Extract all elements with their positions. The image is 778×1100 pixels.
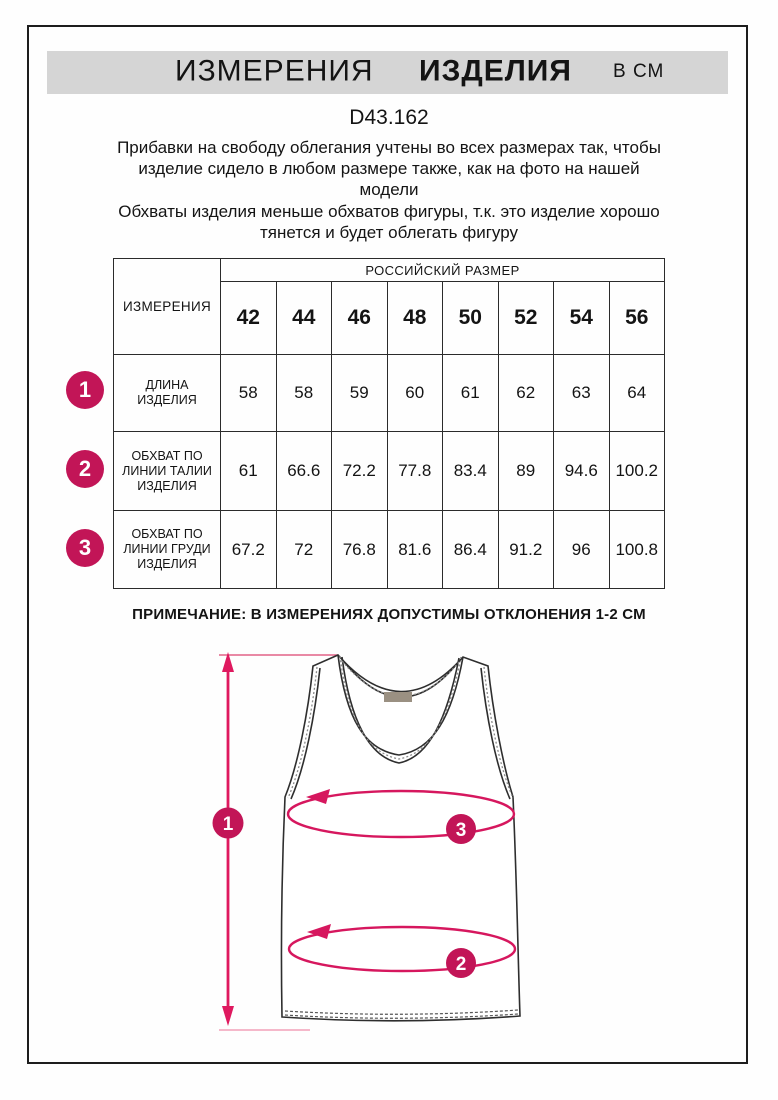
table-row-waist <box>114 432 665 511</box>
marker-number: 1 <box>222 814 234 835</box>
diagram-marker-2 <box>446 948 476 978</box>
value-cell: 61 <box>443 355 499 432</box>
title-product-word: ИЗДЕЛИЯ <box>419 54 572 88</box>
title-bar <box>47 51 728 94</box>
row-label-chest: ОБХВАТ ПО ЛИНИИ ГРУДИ ИЗДЕЛИЯ <box>114 511 221 589</box>
value-cell: 91.2 <box>498 511 554 589</box>
value-cell: 63 <box>554 355 610 432</box>
size-header: 56 <box>609 282 665 355</box>
size-header: 42 <box>221 282 277 355</box>
value-cell: 60 <box>387 355 443 432</box>
paragraph-fit-note <box>79 137 699 200</box>
paragraph-stretch-line: тянется и будет облегать фигуру <box>260 223 518 242</box>
value-cell: 86.4 <box>443 511 499 589</box>
value-cell: 61 <box>221 432 277 511</box>
value-cell: 89 <box>498 432 554 511</box>
value-cell: 58 <box>276 355 332 432</box>
table-row-length <box>114 355 665 432</box>
value-cell: 94.6 <box>554 432 610 511</box>
marker-number: 3 <box>455 820 467 841</box>
paragraph-stretch-line: Обхваты изделия меньше обхватов фигуры, т.к. это изделие хорошо <box>118 202 660 221</box>
size-header: 54 <box>554 282 610 355</box>
paragraph-fit-line: Прибавки на свободу облегания учтены во всех размерах так, чтобы <box>117 138 661 157</box>
product-code: D43.162 <box>349 106 429 129</box>
value-cell: 58 <box>221 355 277 432</box>
value-cell: 77.8 <box>387 432 443 511</box>
value-cell: 100.2 <box>609 432 665 511</box>
tolerance-note: ПРИМЕЧАНИЕ: В ИЗМЕРЕНИЯХ ДОПУСТИМЫ ОТКЛОНЕНИЯ 1-2 СМ <box>132 606 646 623</box>
size-header: 50 <box>443 282 499 355</box>
row-label-waist: ОБХВАТ ПО ЛИНИИ ТАЛИИ ИЗДЕЛИЯ <box>114 432 221 511</box>
row-label-length: ДЛИНА ИЗДЕЛИЯ <box>114 355 221 432</box>
value-cell: 59 <box>332 355 388 432</box>
table-size-group-header: РОССИЙСКИЙ РАЗМЕР <box>221 259 665 282</box>
row-marker-2: 2 <box>66 450 104 488</box>
value-cell: 72 <box>276 511 332 589</box>
diagram-marker-1 <box>213 808 244 839</box>
value-cell: 76.8 <box>332 511 388 589</box>
title-measurements: ИЗМЕРЕНИЯ <box>175 54 374 88</box>
row-marker-1: 1 <box>66 371 104 409</box>
value-cell: 83.4 <box>443 432 499 511</box>
size-header: 44 <box>276 282 332 355</box>
value-cell: 64 <box>609 355 665 432</box>
length-dimension <box>222 652 234 1026</box>
value-cell: 81.6 <box>387 511 443 589</box>
value-cell: 62 <box>498 355 554 432</box>
size-header: 52 <box>498 282 554 355</box>
value-cell: 66.6 <box>276 432 332 511</box>
value-cell: 96 <box>554 511 610 589</box>
table-corner-header: ИЗМЕРЕНИЯ <box>114 259 221 355</box>
row-marker-3: 3 <box>66 529 104 567</box>
paragraph-stretch-note <box>79 201 699 243</box>
title-units: В СМ <box>613 60 665 82</box>
table-row-chest <box>114 511 665 589</box>
marker-number: 2 <box>455 954 467 975</box>
value-cell: 72.2 <box>332 432 388 511</box>
neck-label-tag <box>384 692 412 702</box>
diagram-marker-3 <box>446 814 476 844</box>
value-cell: 100.8 <box>609 511 665 589</box>
garment-diagram <box>195 645 595 1045</box>
size-header: 48 <box>387 282 443 355</box>
value-cell: 67.2 <box>221 511 277 589</box>
paragraph-fit-line: модели <box>359 180 419 199</box>
measurements-table <box>113 258 665 589</box>
arrow-down-icon <box>222 1006 234 1026</box>
size-header: 46 <box>332 282 388 355</box>
paragraph-fit-line: изделие сидело в любом размере также, как на фото на нашей <box>138 159 640 178</box>
